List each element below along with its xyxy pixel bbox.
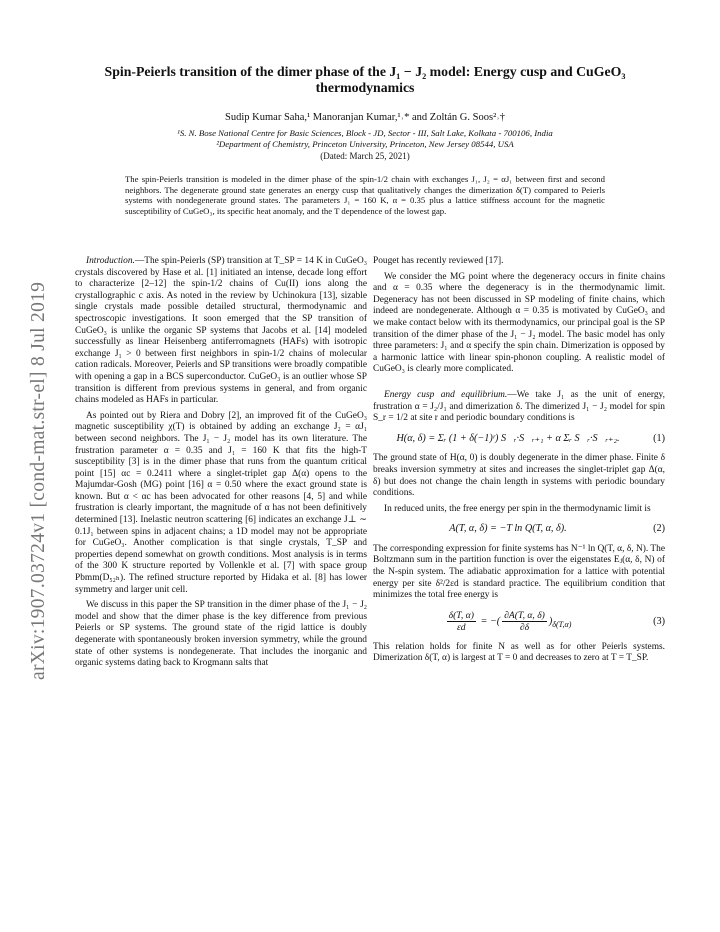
equation-1-number: (1) bbox=[653, 432, 665, 444]
paper-header bbox=[85, 64, 645, 161]
paragraph-reduced-units: In reduced units, the free energy per spin in the thermodynamic limit is bbox=[384, 503, 651, 514]
author-list: Sudip Kumar Saha,¹ Manoranjan Kumar,¹˒* and Zoltán G. Soos²˒† bbox=[225, 112, 505, 123]
eq3-lhs-fraction bbox=[447, 610, 476, 633]
equation-1 bbox=[373, 433, 665, 445]
eq3-subscript: δ(T,α) bbox=[552, 619, 572, 629]
eq3-rhs-denominator: ∂δ bbox=[519, 621, 530, 633]
left-column bbox=[75, 256, 367, 674]
equation-2-number: (2) bbox=[653, 523, 665, 535]
equation-2 bbox=[373, 523, 665, 535]
affiliation-2: ²Department of Chemistry, Princeton University, Princeton, New Jersey 08544, USA bbox=[216, 139, 514, 149]
arxiv-watermark bbox=[8, 240, 48, 680]
affiliation-1: ¹S. N. Bose National Centre for Basic Sciences, Block - JD, Sector - III, Salt Lake, Kolkata - 700106, India bbox=[177, 128, 553, 138]
eq3-rhs-numerator: ∂A(T, α, δ) bbox=[504, 609, 545, 621]
paragraph-ground-state: The ground state of H(α, 0) is doubly degenerate in the dimer phase. Finite δ breaks inversion symmetry at sites and increases the singlet-triplet gap Δ(α, δ) but does not change the chain length in systems with periodic boundary conditions. bbox=[373, 453, 665, 499]
intro-paragraph bbox=[75, 256, 367, 407]
equation-2-body: A(T, α, δ) = −T ln Q(T, α, δ). bbox=[449, 523, 567, 535]
abstract: The spin-Peierls transition is modeled in the dimer phase of the spin-1/2 chain with exchanges J₁, J₂ = αJ₁ between first and second neighbors. The degenerate ground state generates an energy cusp that qualitatively changes the dimerization δ(T) compared to Peierls systems with nondegenerate ground states. The parameters J₁ = 160 K, α = 0.35 plus a lattice stiffness account for the magnetic susceptibility of CuGeO₃, its specific heat anomaly, and the T dependence of the lowest gap. bbox=[125, 174, 605, 217]
right-column bbox=[373, 256, 665, 669]
paragraph-2: As pointed out by Riera and Dobry [2], an improved fit of the CuGeO₃ magnetic susceptibility χ(T) is obtained by adding an exchange J₂ = αJ₁ between second neighbors. The J₁ − J₂ model has its own literature. The frustration parameter α = 0.35 and J₁ = 160 K that fits the high-T susceptibility [3] is in the dimer phase that runs from the quantum critical point [15] αc = 0.2411 where a singlet-triplet gap Δ(α) opens to the Majumdar-Gosh (MG) point [16] α = 0.50 where the exact ground state is known. But α < αc has been advocated for other reasons [4, 5] and while frustration is clearly important, the magnitude of α has not been definitively determined [13]. Inelastic neutron scattering [6] indicates an exchange J⊥ ∼ 0.1J₁ between spins in adjacent chains; a 1D model may not be appropriate for CuGeO₃. Another complication is that single crystals, T_SP and properties depend somewhat on growth conditions. Most analysis is in terms of the 300 K structure reported by Vollenkle et al. [7] with space group Pbmm(D₅₂ₕ). The refined structure reported by Hidaka et al. [8] has lower symmetry and larger unit cell. bbox=[75, 410, 367, 595]
equation-3-body: $\frac{\delta(T, \alpha)}{\varepsilon d}$ = −( $\frac{\partial A(T, \alpha, \delta)}{\partial\delta}$ )$_{\delta(T,\alpha)}$ bbox=[448, 609, 572, 633]
paragraph-pouget: Pouget has recently reviewed [17]. bbox=[373, 256, 504, 266]
paragraph-3: We discuss in this paper the SP transition in the dimer phase of the J₁ − J₂ model and show that the dimer phase is the key difference from previous Peierls or SP systems. The ground state of the rigid lattice is doubly degenerate with spontaneously broken inversion symmetry, while the ground state of other systems is nondegenerate. That includes the inorganic and organic systems dating back to Krogmann salts that bbox=[75, 600, 367, 669]
paper-title: Spin-Peierls transition of the dimer phase of the J₁ − J₂ model: Energy cusp and CuGeO₃ thermodynamics bbox=[104, 64, 626, 95]
date-line: (Dated: March 25, 2021) bbox=[320, 151, 410, 161]
intro-text: —The spin-Peierls (SP) transition at T_SP = 14 K in CuGeO₃ crystals discovered by Hase et al. [1] initiated an intense, decade long effort to characterize [2–12] the spin-1/2 chains of Cu(II) ions along the crystallographic c axis. As noted in the review by Uchinokura [13], sizable single crystals made possible detailed structural, thermodynamic and spectroscopic investigations. It soon emerged that the SP transition of CuGeO₃ is unlike the organic SP systems that Jacobs et al. [14] modeled successfully as linear Heisenberg antiferromagnets (HAFs) with isotropic exchange J₁ > 0 between first neighbors in spin-1/2 chains of molecular cation radicals. Moreover, Peierls and SP transitions were broadly compatible with opening a gap in a BCS superconductor. CuGeO₃ is an outlier whose SP transition is different from previous systems in general, and from organic chains modeled as HAFs in particular. bbox=[75, 256, 367, 406]
paragraph-dimerization: This relation holds for finite N as well as for other Peierls systems. Dimerization δ(T, α) is largest at T = 0 and decreases to zero at T = T_SP. bbox=[373, 641, 665, 664]
eq3-lhs-denominator: εd bbox=[456, 621, 466, 633]
equation-3 bbox=[373, 610, 665, 633]
paragraph-mg-point: We consider the MG point where the degeneracy occurs in finite chains and α = 0.35 where the degeneracy is in the thermodynamic limit. Degeneracy has not been discussed in SP modeling of finite chains, which indeed are nondegenerate. Although α = 0.35 is motivated by CuGeO₃ and we make contact below with its thermodynamics, our principal goal is the SP transition of the dimer phase of the J₁ − J₂ model. The basic model has only three parameters: J₁ and α specify the spin chain. Dimerization is opposed by a harmonic lattice with linear spin-phonon coupling. A realistic model of CuGeO₃ is clearly more complicated. bbox=[373, 271, 665, 375]
paragraph-finite-systems: The corresponding expression for finite systems has N⁻¹ ln Q(T, α, δ, N). The Boltzmann sum in the partition function is over the eigenstates Eⱼ(α, δ, N) of the N-spin system. The adiabatic approximation for a lattice with potential energy per site δ²/2εd is standard practice. The equilibrium condition that minimizes the total free energy is bbox=[373, 543, 665, 601]
energy-cusp-text: —We take J₁ as the unit of energy, frustration α = J₂/J₁ and dimerization δ. The dimerized J₁ − J₂ model for spin S_r = 1/2 at site r and periodic boundary conditions is bbox=[373, 389, 665, 424]
arxiv-id: arXiv:1907.03724v1 [cond-mat.str-el] 8 Jul 2019 bbox=[28, 281, 49, 680]
intro-heading: Introduction. bbox=[86, 256, 135, 266]
equation-1-body: H(α, δ) = Σᵣ (1 + δ(−1)ʳ) S⃗ᵣ·S⃗ᵣ₊₁ + α Σᵣ S⃗ᵣ·S⃗ᵣ₊₂. bbox=[396, 432, 620, 444]
eq3-lhs-numerator: δ(T, α) bbox=[448, 609, 474, 621]
energy-cusp-paragraph bbox=[373, 390, 665, 425]
eq3-rhs-fraction bbox=[502, 610, 547, 633]
equation-3-number: (3) bbox=[653, 615, 665, 627]
energy-cusp-heading: Energy cusp and equilibrium. bbox=[384, 389, 508, 400]
